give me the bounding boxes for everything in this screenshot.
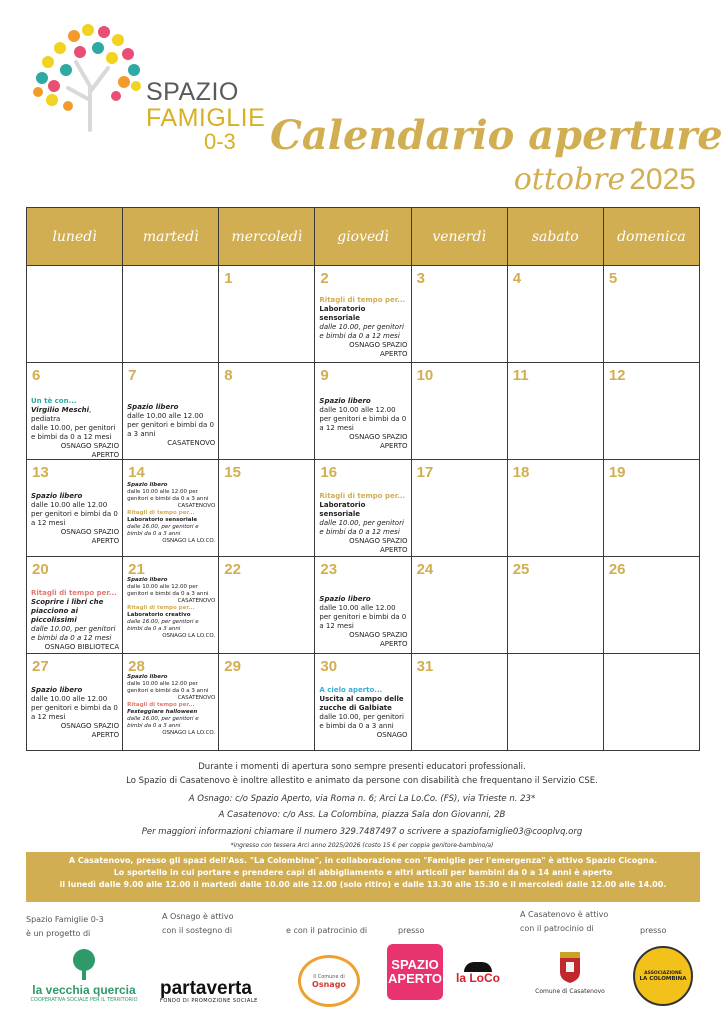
day-number: 2 bbox=[320, 270, 329, 287]
day-cell bbox=[315, 557, 411, 654]
weekday-header: sabato bbox=[507, 208, 603, 266]
day-number: 21 bbox=[128, 561, 145, 578]
footer-caption-project bbox=[26, 913, 104, 941]
day-number: 9 bbox=[320, 367, 329, 384]
casatenovo-name: Comune di Casatenovo bbox=[535, 988, 605, 995]
day-cell bbox=[123, 460, 219, 557]
day-number: 28 bbox=[128, 658, 145, 675]
day-cell bbox=[219, 266, 315, 363]
info-contacts: Per maggiori informazioni chiamare il numero 329.7487497 o scrivere a spaziofamiglie03@cooplvq.org bbox=[141, 827, 583, 837]
day-cell bbox=[411, 654, 507, 751]
day-cell bbox=[603, 557, 699, 654]
event-desc: dalle 10.00, per genitori e bimbi da 0 a 12 mesi bbox=[319, 519, 404, 536]
day-number: 5 bbox=[608, 270, 618, 287]
caption-line: con il patrocinio di bbox=[520, 924, 594, 933]
day-number: 19 bbox=[608, 464, 626, 481]
day-number: 3 bbox=[416, 270, 425, 287]
spazio-famiglie-wordmark bbox=[146, 80, 265, 153]
osnago-name: Osnago bbox=[312, 979, 346, 989]
event-kicker: Ritagli di tempo per... bbox=[127, 605, 195, 611]
event-desc: dalle 10.00 alle 12.00 per genitori e bimbi da 0 a 12 mesi bbox=[319, 406, 407, 432]
lvq-name: la vecchia quercia bbox=[32, 983, 136, 997]
weekday-header-row bbox=[27, 208, 700, 266]
day-number: 14 bbox=[128, 464, 145, 481]
event-kicker: A cielo aperto... bbox=[319, 686, 383, 694]
empty-day-cell bbox=[123, 266, 219, 363]
day-number: 4 bbox=[512, 270, 522, 287]
event-desc: dalle 10.00 alle 12.00 per genitori e bimbi da 0 a 12 mesi bbox=[319, 604, 407, 630]
event-guest-role: , pediatra bbox=[31, 406, 92, 423]
day-number: 12 bbox=[608, 367, 626, 384]
event-place: OSNAGO LA LO.CO. bbox=[162, 633, 216, 639]
event-place: OSNAGO SPAZIO APERTO bbox=[349, 341, 408, 358]
event-place: OSNAGO SPAZIO APERTO bbox=[349, 433, 408, 450]
event-place: OSNAGO SPAZIO APERTO bbox=[349, 537, 408, 554]
event bbox=[127, 403, 215, 448]
event bbox=[31, 589, 119, 652]
la-loco-logo bbox=[456, 948, 500, 998]
caption-line: A Osnago è attivo bbox=[162, 912, 234, 921]
event-kicker: Ritagli di tempo per... bbox=[127, 702, 195, 708]
la-vecchia-quercia-logo bbox=[24, 948, 144, 1003]
day-cell bbox=[219, 654, 315, 751]
osnago-caption: Il Comune di bbox=[313, 973, 345, 980]
event bbox=[319, 296, 407, 359]
partaverta-name: partaverta bbox=[160, 978, 252, 999]
event-desc: dalle 16.00, per genitori e bimbi da 0 a 3 anni bbox=[127, 716, 199, 729]
day-cell bbox=[411, 557, 507, 654]
weekday-header: lunedì bbox=[27, 208, 123, 266]
comune-osnago-logo bbox=[298, 955, 360, 1007]
event-title: Spazio libero bbox=[319, 397, 371, 405]
hat-icon bbox=[464, 962, 492, 972]
week-row bbox=[27, 654, 700, 751]
weekday-header: giovedì bbox=[315, 208, 411, 266]
loco-name: la LoCo bbox=[456, 970, 500, 985]
calendar-grid bbox=[26, 207, 700, 751]
day-number: 16 bbox=[320, 464, 338, 481]
caption-line: A Casatenovo è attivo bbox=[520, 910, 609, 919]
event-title: Spazio libero bbox=[319, 595, 371, 603]
day-number: 10 bbox=[416, 367, 434, 384]
day-cell bbox=[603, 266, 699, 363]
day-cell bbox=[27, 654, 123, 751]
event-title: Uscita al campo delle zucche di Galbiate bbox=[319, 695, 404, 712]
event-place: OSNAGO SPAZIO APERTO bbox=[349, 631, 408, 648]
day-cell bbox=[603, 363, 699, 460]
empty-day-cell bbox=[27, 266, 123, 363]
day-number: 27 bbox=[32, 658, 49, 675]
event-place: OSNAGO SPAZIO APERTO bbox=[60, 528, 120, 545]
event-title: Spazio libero bbox=[31, 492, 83, 500]
lvq-subtitle: COOPERATIVA SOCIALE PER IL TERRITORIO bbox=[30, 997, 138, 1003]
tree-icon bbox=[69, 948, 99, 980]
spazio-aperto-line-1: SPAZIO bbox=[391, 957, 439, 972]
event-desc: dalle 10.00 alle 12.00 per genitori e bimbi da 0 a 3 anni bbox=[127, 412, 214, 438]
day-cell bbox=[507, 460, 603, 557]
event-title: Laboratorio sensoriale bbox=[127, 517, 198, 523]
day-number: 31 bbox=[416, 658, 434, 675]
footer-caption-osnago bbox=[162, 910, 233, 938]
day-cell bbox=[219, 363, 315, 460]
spazio-aperto-line-2: APERTO bbox=[388, 971, 442, 986]
coat-of-arms-icon bbox=[557, 950, 583, 984]
day-cell bbox=[27, 557, 123, 654]
event-desc: dalle 16.00, per genitori e bimbi da 0 a 3 anni bbox=[127, 524, 199, 537]
day-cell bbox=[411, 266, 507, 363]
day-cell bbox=[27, 363, 123, 460]
banner-line: A Casatenovo, presso gli spazi dell'Ass. "La Colombina", in collaborazione con "Famiglie per l'emergenza" è attivo Spazio Cicogna. bbox=[68, 856, 658, 865]
day-cell bbox=[219, 557, 315, 654]
day-number: 1 bbox=[224, 270, 233, 287]
event-kicker: Ritagli di tempo per... bbox=[127, 510, 195, 516]
event bbox=[319, 397, 407, 451]
event-kicker: Ritagli di tempo per... bbox=[319, 492, 406, 500]
day-number: 6 bbox=[32, 367, 41, 384]
event-title: Spazio libero bbox=[127, 482, 168, 488]
event-kicker: Un tè con... bbox=[31, 397, 77, 405]
colombina-name: LA COLOMBINA bbox=[639, 975, 687, 982]
event-kicker: Ritagli di tempo per... bbox=[31, 589, 117, 597]
event-desc: dalle 10.00 alle 12.00 per genitori e bimbi da 0 a 12 mesi bbox=[31, 695, 118, 721]
day-cell bbox=[507, 363, 603, 460]
week-row bbox=[27, 460, 700, 557]
comune-casatenovo-logo bbox=[528, 950, 612, 995]
partaverta-logo bbox=[160, 980, 278, 1004]
footer-caption-patronage: e con il patrocinio di bbox=[286, 926, 368, 935]
info-educators: Durante i momenti di apertura sono sempre presenti educatori professionali. bbox=[198, 762, 526, 772]
event-desc: dalle 10.00 alle 12.00 per genitori e bimbi da 0 a 12 mesi bbox=[31, 501, 118, 527]
event-place: OSNAGO LA LO.CO. bbox=[162, 538, 216, 544]
day-cell bbox=[507, 557, 603, 654]
weekday-header: domenica bbox=[603, 208, 699, 266]
week-row bbox=[27, 266, 700, 363]
day-cell bbox=[219, 460, 315, 557]
empty-day-cell bbox=[507, 654, 603, 751]
day-cell bbox=[411, 363, 507, 460]
event bbox=[127, 577, 215, 640]
weekday-header: martedì bbox=[123, 208, 219, 266]
banner-line: il lunedì dalle 9.00 alle 12.00 il martedì dalle 10.00 alle 12.00 (solo ritiro) e dalle 13.30 alle 15.30 e il mercoledì dalle 12.00 alle 14.00. bbox=[59, 880, 667, 889]
day-number: 8 bbox=[224, 367, 233, 384]
footer-caption-presso-2: presso bbox=[640, 926, 667, 935]
weekday-header: mercoledì bbox=[219, 208, 315, 266]
spazio-cicogna-banner bbox=[26, 852, 700, 902]
event-desc: dalle 10.00, per genitori e bimbi da 0 a 12 mesi bbox=[31, 424, 116, 441]
day-number: 23 bbox=[320, 561, 338, 578]
event-title: Scoprire i libri che piacciono ai piccolissimi bbox=[31, 598, 104, 624]
event-title: Spazio libero bbox=[127, 403, 179, 411]
info-casatenovo-address: A Casatenovo: c/o Ass. La Colombina, piazza Sala don Giovanni, 2B bbox=[218, 810, 506, 820]
day-number: 11 bbox=[512, 367, 529, 384]
day-cell bbox=[123, 557, 219, 654]
event bbox=[127, 482, 215, 545]
day-number: 30 bbox=[320, 658, 338, 675]
day-number: 15 bbox=[224, 464, 241, 481]
day-number: 26 bbox=[608, 561, 626, 578]
day-cell bbox=[123, 654, 219, 751]
weekday-header: venerdì bbox=[411, 208, 507, 266]
info-osnago-address: A Osnago: c/o Spazio Aperto, via Roma n. 6; Arci La Lo.Co. (FS), via Trieste n. 23* bbox=[188, 794, 536, 804]
day-cell bbox=[507, 266, 603, 363]
event-desc: dalle 10.00 alle 12.00 per genitori e bimbi da 0 a 3 anni bbox=[127, 489, 209, 502]
info-footnote: *ingresso con tessera Arci anno 2025/2026 (costo 15 € per coppia genitore-bambino/a) bbox=[230, 842, 494, 849]
day-cell bbox=[411, 460, 507, 557]
event bbox=[31, 397, 119, 460]
event bbox=[319, 686, 407, 740]
day-number: 17 bbox=[416, 464, 434, 481]
event-place: CASATENOVO bbox=[167, 439, 216, 447]
la-colombina-logo bbox=[633, 946, 693, 1006]
day-number: 13 bbox=[32, 464, 49, 481]
event-place: CASATENOVO bbox=[177, 598, 216, 604]
spazio-famiglie-logo-tree bbox=[28, 22, 148, 132]
event bbox=[319, 492, 407, 555]
event-desc: dalle 16.00, per genitori e bimbi da 0 a 3 anni bbox=[127, 619, 199, 632]
partaverta-subtitle: FONDO DI PROMOZIONE SOCIALE bbox=[160, 998, 258, 1004]
brand-line-3: 0-3 bbox=[204, 129, 236, 154]
event-place: OSNAGO bbox=[376, 731, 408, 739]
event bbox=[319, 595, 407, 649]
subtitle-month: ottobre bbox=[513, 162, 626, 197]
event-desc: dalle 10.00 alle 12.00 per genitori e bimbi da 0 a 3 anni bbox=[127, 681, 209, 694]
brand-line-2: FAMIGLIE bbox=[146, 104, 266, 132]
info-cse: Lo Spazio di Casatenovo è inoltre allestito e animato da persone con disabilità che frequentano il Servizio CSE. bbox=[126, 776, 598, 786]
event-title: Spazio libero bbox=[127, 577, 168, 583]
day-number: 22 bbox=[224, 561, 241, 578]
event-title: Spazio libero bbox=[31, 686, 83, 694]
event-kicker: Ritagli di tempo per... bbox=[319, 296, 406, 304]
event bbox=[127, 674, 215, 737]
footer-caption-presso: presso bbox=[398, 926, 425, 935]
week-row bbox=[27, 557, 700, 654]
caption-line: con il sostegno di bbox=[162, 926, 233, 935]
event-desc: dalle 10.00 alle 12.00 per genitori e bimbi da 0 a 3 anni bbox=[127, 584, 209, 597]
day-cell bbox=[315, 363, 411, 460]
empty-day-cell bbox=[603, 654, 699, 751]
event-desc: dalle 10.00, per genitori e bimbi da 0 a 12 mesi bbox=[319, 323, 404, 340]
footer-caption-casatenovo bbox=[520, 908, 608, 936]
day-cell bbox=[315, 460, 411, 557]
caption-line: Spazio Famiglie 0-3 bbox=[26, 915, 104, 924]
event-desc: dalle 10.00, per genitori e bimbi da 0 a 3 anni bbox=[319, 713, 404, 730]
event-title: Laboratorio sensoriale bbox=[319, 305, 366, 322]
event-desc: dalle 10.00, per genitori e bimbi da 0 a 12 mesi bbox=[31, 625, 116, 642]
event-place: OSNAGO SPAZIO APERTO bbox=[60, 722, 120, 739]
event-place: CASATENOVO bbox=[177, 503, 216, 509]
day-cell bbox=[315, 654, 411, 751]
day-cell bbox=[315, 266, 411, 363]
event-place: OSNAGO LA LO.CO. bbox=[162, 730, 216, 736]
event bbox=[31, 492, 119, 546]
colombina-caption: ASSOCIAZIONE bbox=[644, 970, 682, 976]
day-cell bbox=[603, 460, 699, 557]
day-number: 7 bbox=[128, 367, 137, 384]
subtitle-year: 2025 bbox=[629, 163, 696, 196]
caption-line: è un progetto di bbox=[26, 929, 91, 938]
banner-line: Lo sportello in cui portare e prendere capi di abbigliamento e altri articoli per bambini da 0 a 14 anni è aperto bbox=[113, 868, 613, 877]
day-cell bbox=[123, 363, 219, 460]
week-row bbox=[27, 363, 700, 460]
day-number: 18 bbox=[512, 464, 530, 481]
event-guest-name: Virgilio Meschi bbox=[31, 406, 90, 414]
spazio-aperto-logo bbox=[387, 944, 443, 1000]
day-cell bbox=[27, 460, 123, 557]
brand-line-1: SPAZIO bbox=[146, 78, 239, 106]
event-place: CASATENOVO bbox=[177, 695, 216, 701]
day-number: 29 bbox=[224, 658, 241, 675]
event bbox=[31, 686, 119, 740]
event-title: Laboratorio sensoriale bbox=[319, 501, 366, 518]
event-place: OSNAGO SPAZIO APERTO bbox=[60, 442, 120, 459]
event-title: Laboratorio creativo bbox=[127, 612, 191, 618]
event-place: OSNAGO BIBLIOTECA bbox=[44, 643, 120, 651]
day-number: 20 bbox=[32, 561, 49, 578]
day-number: 24 bbox=[416, 561, 434, 578]
day-number: 25 bbox=[512, 561, 530, 578]
event-title: Festeggiare halloween bbox=[127, 709, 198, 715]
page-subtitle bbox=[514, 162, 696, 197]
page-title: Calendario aperture bbox=[270, 112, 723, 159]
event-title: Spazio libero bbox=[127, 674, 168, 680]
